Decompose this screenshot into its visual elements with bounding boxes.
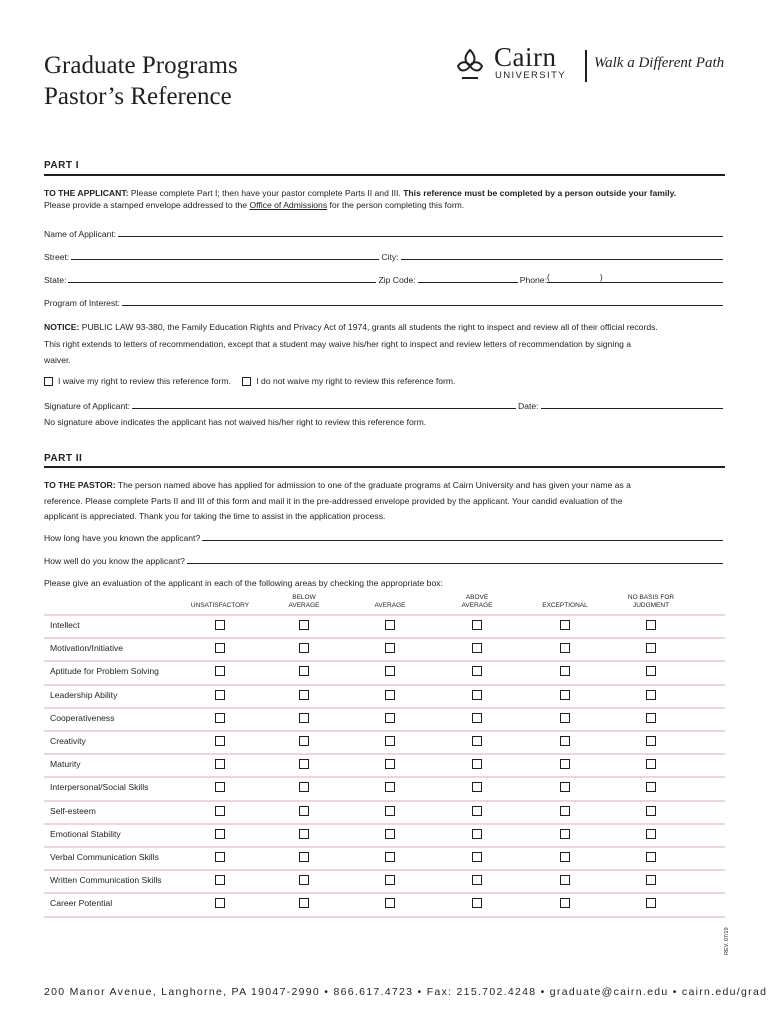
- rating-checkbox[interactable]: [646, 643, 656, 653]
- rating-checkbox[interactable]: [472, 806, 482, 816]
- rating-checkbox[interactable]: [299, 666, 309, 676]
- criterion-label: Aptitude for Problem Solving: [50, 666, 159, 677]
- rating-checkbox[interactable]: [215, 898, 225, 908]
- row-divider: [44, 730, 725, 732]
- city-field[interactable]: [401, 251, 723, 260]
- rating-checkbox[interactable]: [215, 736, 225, 746]
- pastor-instructions: [44, 478, 734, 525]
- rating-checkbox[interactable]: [215, 782, 225, 792]
- program-label: Program of Interest:: [44, 298, 120, 308]
- rating-checkbox[interactable]: [385, 898, 395, 908]
- rating-checkbox[interactable]: [385, 666, 395, 676]
- criterion-label: Creativity: [50, 736, 86, 746]
- rating-checkbox[interactable]: [299, 852, 309, 862]
- col-average: AVERAGE: [374, 602, 406, 609]
- rating-checkbox[interactable]: [646, 690, 656, 700]
- applicant-instr-line2b: for the person completing this form.: [329, 200, 465, 210]
- rating-checkbox[interactable]: [472, 690, 482, 700]
- pastor-instr-text-2: reference. Please complete Parts II and III of this form and mail it in the pre-addressed envelope provided by the applicant. Your candid evaluation of the: [44, 495, 623, 506]
- part-2-rule: [44, 466, 725, 468]
- street-field[interactable]: [71, 251, 379, 260]
- rating-checkbox[interactable]: [299, 829, 309, 839]
- criterion-label: Verbal Communication Skills: [50, 852, 159, 862]
- no-signature-note: No signature above indicates the applicant has not waived his/her right to review this reference form.: [44, 417, 427, 427]
- university-logo: [452, 44, 732, 88]
- logo-wordmark: Cairn: [494, 42, 557, 72]
- rating-checkbox[interactable]: [385, 736, 395, 746]
- rating-checkbox[interactable]: [472, 875, 482, 885]
- col-below-average: BELOW AVERAGE: [288, 594, 320, 609]
- footer-address: 200 Manor Avenue, Langhorne, PA 19047-2990 • 866.617.4723 • Fax: 215.702.4248 • graduate@cairn.edu • cairn.edu/grad: [44, 986, 768, 998]
- rating-checkbox[interactable]: [472, 713, 482, 723]
- row-divider: [44, 614, 725, 616]
- pastor-instr-label: TO THE PASTOR:: [44, 480, 116, 490]
- title-line-2: Pastor’s Reference: [44, 83, 232, 110]
- rating-checkbox[interactable]: [299, 759, 309, 769]
- rating-checkbox[interactable]: [560, 852, 570, 862]
- logo-divider: [585, 50, 587, 82]
- rating-checkbox[interactable]: [385, 759, 395, 769]
- applicant-instr-label: TO THE APPLICANT:: [44, 188, 129, 198]
- rating-checkbox[interactable]: [215, 852, 225, 862]
- how-long-row: [44, 531, 725, 543]
- rating-checkbox[interactable]: [560, 620, 570, 630]
- rating-checkbox[interactable]: [646, 829, 656, 839]
- row-divider: [44, 869, 725, 871]
- title-line-1: Graduate Programs: [44, 52, 238, 79]
- row-divider: [44, 800, 725, 802]
- how-long-field[interactable]: [202, 532, 723, 541]
- how-long-label: How long have you known the applicant?: [44, 533, 201, 543]
- rating-checkbox[interactable]: [385, 806, 395, 816]
- revision-code: REV. 07/19: [724, 927, 730, 955]
- rating-checkbox[interactable]: [299, 713, 309, 723]
- rating-checkbox[interactable]: [385, 620, 395, 630]
- criterion-label: Cooperativeness: [50, 712, 115, 723]
- phone-area-open: (: [546, 272, 550, 282]
- row-divider: [44, 707, 725, 709]
- signature-label: Signature of Applicant:: [44, 401, 130, 411]
- row-divider: [44, 684, 725, 686]
- waiver-options: [44, 375, 455, 387]
- part-1-heading: PART I: [44, 160, 80, 171]
- office-of-admissions-link[interactable]: Office of Admissions: [249, 200, 328, 210]
- phone-label: Phone:: [519, 275, 547, 285]
- rating-checkbox[interactable]: [472, 620, 482, 630]
- zip-label: Zip Code:: [378, 275, 416, 285]
- not-waive-checkbox[interactable]: [242, 377, 251, 386]
- notice-text-2: This right extends to letters of recommendation, except that a student may waive his/her right to inspect and review letters of recommendation by signing a: [44, 338, 632, 349]
- row-divider: [44, 660, 725, 662]
- rating-checkbox[interactable]: [215, 875, 225, 885]
- rating-checkbox[interactable]: [646, 620, 656, 630]
- criterion-label: Intellect: [50, 620, 80, 630]
- col-exceptional: EXCEPTIONAL: [542, 602, 588, 609]
- criterion-label: Written Communication Skills: [50, 875, 162, 886]
- rating-checkbox[interactable]: [299, 806, 309, 816]
- row-divider: [44, 753, 725, 755]
- criterion-label: Interpersonal/Social Skills: [50, 782, 149, 793]
- evaluation-instructions: Please give an evaluation of the applicant in each of the following areas by checking the appropriate box:: [44, 578, 443, 588]
- signature-row: [44, 399, 725, 411]
- rating-checkbox[interactable]: [646, 713, 656, 723]
- rating-checkbox[interactable]: [215, 759, 225, 769]
- notice-label: NOTICE:: [44, 322, 80, 332]
- col-unsatisfactory: UNSATISFACTORY: [190, 602, 250, 609]
- rating-checkbox[interactable]: [385, 690, 395, 700]
- rating-checkbox[interactable]: [385, 643, 395, 653]
- program-row: [44, 296, 725, 308]
- rating-checkbox[interactable]: [215, 666, 225, 676]
- notice-text-1: PUBLIC LAW 93-380, the Family Education Rights and Privacy Act of 1974, grants all students the right to inspect and review all of their official records.: [81, 322, 658, 332]
- applicant-instr-family: This reference must be completed by a person outside your family.: [403, 188, 677, 198]
- program-field[interactable]: [122, 297, 723, 306]
- rating-checkbox[interactable]: [385, 829, 395, 839]
- criterion-label: Self-esteem: [50, 805, 96, 816]
- rating-checkbox[interactable]: [560, 759, 570, 769]
- not-waive-label: I do not waive my right to review this reference form.: [256, 376, 456, 386]
- pastor-instr-text-1: The person named above has applied for admission to one of the graduate programs at Cairn University and has given your name as a: [117, 480, 631, 490]
- date-field[interactable]: [541, 400, 723, 409]
- name-field[interactable]: [118, 228, 723, 237]
- rating-checkbox[interactable]: [646, 782, 656, 792]
- rating-checkbox[interactable]: [385, 782, 395, 792]
- page-title: [44, 50, 238, 112]
- how-well-row: [44, 554, 725, 566]
- criterion-label: Motivation/Initiative: [50, 643, 124, 654]
- applicant-instr-line2a: Please provide a stamped envelope addressed to the: [44, 200, 248, 210]
- rating-checkbox[interactable]: [299, 782, 309, 792]
- rating-checkbox[interactable]: [646, 852, 656, 862]
- rating-checkbox[interactable]: [646, 875, 656, 885]
- applicant-instructions: [44, 187, 734, 211]
- rating-checkbox[interactable]: [646, 759, 656, 769]
- cairn-emblem-icon: [452, 46, 488, 82]
- rating-checkbox[interactable]: [560, 736, 570, 746]
- name-label: Name of Applicant:: [44, 229, 117, 239]
- zip-field[interactable]: [418, 274, 518, 283]
- rating-checkbox[interactable]: [215, 643, 225, 653]
- how-well-field[interactable]: [187, 555, 723, 564]
- rating-checkbox[interactable]: [299, 898, 309, 908]
- rating-checkbox[interactable]: [646, 666, 656, 676]
- row-divider: [44, 916, 725, 918]
- rating-checkbox[interactable]: [472, 898, 482, 908]
- rating-checkbox[interactable]: [560, 643, 570, 653]
- date-label: Date:: [518, 401, 539, 411]
- phone-area-field[interactable]: [550, 274, 600, 283]
- rating-checkbox[interactable]: [299, 643, 309, 653]
- rating-checkbox[interactable]: [385, 875, 395, 885]
- rating-checkbox[interactable]: [560, 898, 570, 908]
- criterion-label: Career Potential: [50, 898, 113, 909]
- row-divider: [44, 637, 725, 639]
- name-row: [44, 227, 725, 239]
- signature-field[interactable]: [132, 400, 516, 409]
- rating-checkbox[interactable]: [472, 759, 482, 769]
- criterion-label: Leadership Ability: [50, 689, 118, 700]
- rating-checkbox[interactable]: [299, 620, 309, 630]
- rating-checkbox[interactable]: [385, 852, 395, 862]
- state-field[interactable]: [68, 274, 376, 283]
- rating-checkbox[interactable]: [560, 782, 570, 792]
- row-divider: [44, 846, 725, 848]
- privacy-notice: [44, 319, 734, 369]
- rating-checkbox[interactable]: [646, 736, 656, 746]
- street-label: Street:: [44, 252, 70, 262]
- col-above-average: ABOVE AVERAGE: [461, 594, 493, 609]
- phone-area-close: ): [599, 272, 603, 282]
- rating-checkbox[interactable]: [215, 690, 225, 700]
- state-zip-phone-row: [44, 273, 725, 285]
- rating-checkbox[interactable]: [472, 736, 482, 746]
- rating-checkbox[interactable]: [560, 806, 570, 816]
- rating-checkbox[interactable]: [215, 829, 225, 839]
- tagline: Walk a Different Path: [594, 55, 725, 71]
- notice-text-3: waiver.: [44, 355, 71, 365]
- rating-checkbox[interactable]: [560, 829, 570, 839]
- state-label: State:: [44, 275, 67, 285]
- rating-checkbox[interactable]: [299, 875, 309, 885]
- rating-checkbox[interactable]: [472, 852, 482, 862]
- row-divider: [44, 776, 725, 778]
- row-divider: [44, 823, 725, 825]
- waive-checkbox[interactable]: [44, 377, 53, 386]
- rating-checkbox[interactable]: [215, 806, 225, 816]
- rating-checkbox[interactable]: [560, 875, 570, 885]
- rating-checkbox[interactable]: [646, 898, 656, 908]
- pastor-instr-text-3: applicant is appreciated. Thank you for taking the time to assist in the application process.: [44, 511, 386, 521]
- street-city-row: [44, 250, 725, 262]
- rating-checkbox[interactable]: [646, 806, 656, 816]
- city-label: City:: [381, 252, 399, 262]
- rating-checkbox[interactable]: [299, 736, 309, 746]
- logo-subtitle: UNIVERSITY: [495, 70, 567, 81]
- rating-checkbox[interactable]: [560, 690, 570, 700]
- rating-checkbox[interactable]: [299, 690, 309, 700]
- rating-checkbox[interactable]: [215, 620, 225, 630]
- criterion-label: Emotional Stability: [50, 828, 121, 839]
- rating-checkbox[interactable]: [472, 829, 482, 839]
- criterion-label: Maturity: [50, 759, 81, 770]
- rating-checkbox[interactable]: [385, 713, 395, 723]
- part-2-heading: PART II: [44, 453, 83, 464]
- rating-checkbox[interactable]: [560, 666, 570, 676]
- phone-field[interactable]: [603, 274, 723, 283]
- applicant-instr-text: Please complete Part I; then have your pastor complete Parts II and III.: [130, 188, 401, 198]
- part-1-rule: [44, 174, 725, 176]
- how-well-label: How well do you know the applicant?: [44, 556, 185, 566]
- row-divider: [44, 892, 725, 894]
- rating-checkbox[interactable]: [472, 643, 482, 653]
- rating-checkbox[interactable]: [560, 713, 570, 723]
- rating-checkbox[interactable]: [215, 713, 225, 723]
- rating-checkbox[interactable]: [472, 666, 482, 676]
- rating-checkbox[interactable]: [472, 782, 482, 792]
- waive-label: I waive my right to review this reference form.: [58, 376, 231, 386]
- col-no-basis: NO BASIS FOR JUDGMENT: [627, 594, 675, 609]
